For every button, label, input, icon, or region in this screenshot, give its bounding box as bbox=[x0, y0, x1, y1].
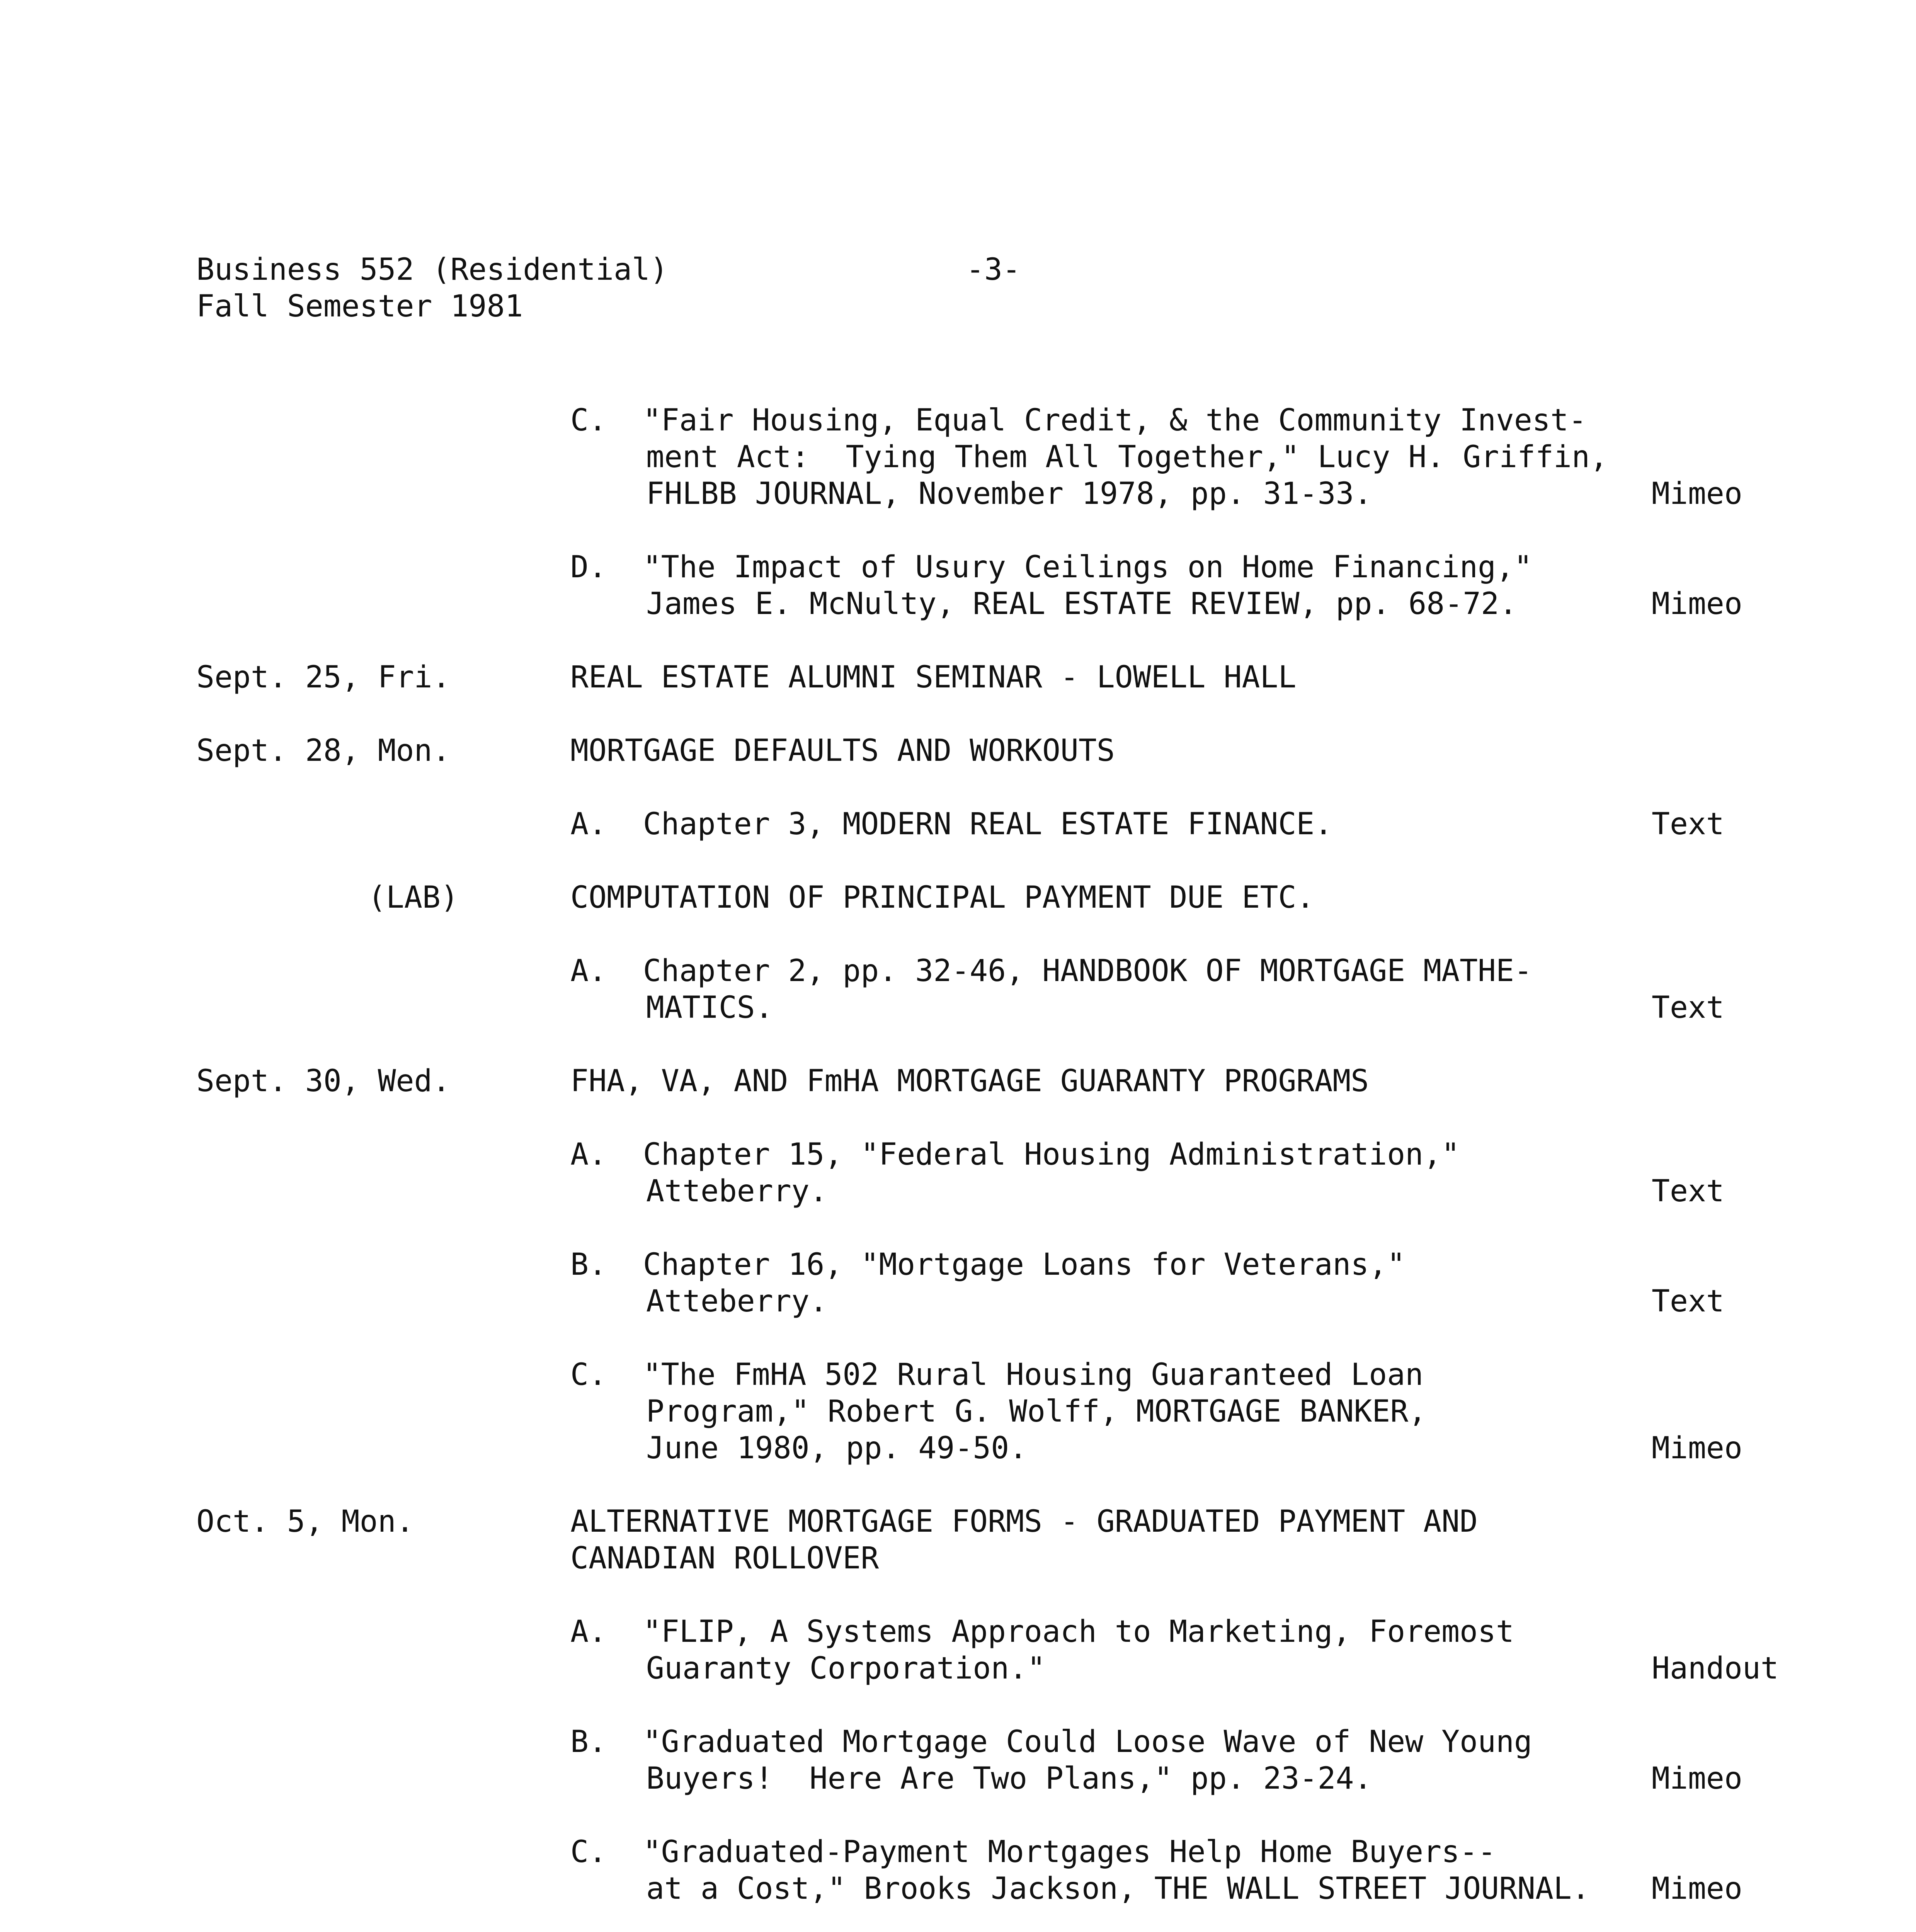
schedule-line-c3-l3: June 1980, pp. 49-50. bbox=[646, 1431, 1028, 1466]
schedule-line-b4-l2: Buyers! Here Are Two Plans," pp. 23-24. bbox=[646, 1761, 1372, 1796]
schedule-line-a2-src: Text bbox=[1652, 990, 1724, 1025]
schedule-line-c1-l3: FHLBB JOURNAL, November 1978, pp. 31-33. bbox=[646, 476, 1372, 511]
schedule-line-a3-src: Text bbox=[1652, 1174, 1724, 1209]
semester-line: Fall Semester 1981 bbox=[196, 289, 523, 324]
schedule-line-a4-l1: A. "FLIP, A Systems Approach to Marketing, Foremost bbox=[570, 1614, 1514, 1649]
schedule-line-topic-sep25: REAL ESTATE ALUMNI SEMINAR - LOWELL HALL bbox=[570, 660, 1297, 695]
schedule-line-b3-src: Text bbox=[1652, 1284, 1724, 1319]
schedule-line-d1-l2: James E. McNulty, REAL ESTATE REVIEW, pp. 68-72. bbox=[646, 587, 1518, 621]
schedule-line-c1-l1: C. "Fair Housing, Equal Credit, & the Community Invest- bbox=[570, 403, 1587, 438]
schedule-line-date-oct5: Oct. 5, Mon. bbox=[196, 1504, 414, 1539]
schedule-line-c4-l1: C. "Graduated-Payment Mortgages Help Home Buyers-- bbox=[570, 1835, 1496, 1869]
schedule-line-a2-l1: A. Chapter 2, pp. 32-46, HANDBOOK OF MORTGAGE MATHE- bbox=[570, 954, 1532, 988]
schedule-line-a3-l1: A. Chapter 15, "Federal Housing Administration," bbox=[570, 1137, 1460, 1172]
schedule-line-c4-l2: at a Cost," Brooks Jackson, THE WALL STREET JOURNAL. bbox=[646, 1871, 1590, 1906]
schedule-line-a3-l2: Atteberry. bbox=[646, 1174, 828, 1209]
schedule-line-b3-l1: B. Chapter 16, "Mortgage Loans for Veterans," bbox=[570, 1247, 1406, 1282]
schedule-line-topic-sep30: FHA, VA, AND FmHA MORTGAGE GUARANTY PROGRAMS bbox=[570, 1064, 1369, 1099]
schedule-line-date-sep30: Sept. 30, Wed. bbox=[196, 1064, 451, 1099]
schedule-line-b3-l2: Atteberry. bbox=[646, 1284, 828, 1319]
course-title: Business 552 (Residential) bbox=[196, 252, 668, 287]
schedule-line-a2-l2: MATICS. bbox=[646, 990, 773, 1025]
page-number: -3- bbox=[966, 252, 1021, 287]
schedule-line-topic-oct5-l2: CANADIAN ROLLOVER bbox=[570, 1541, 879, 1576]
schedule-line-a4-src: Handout bbox=[1652, 1651, 1779, 1686]
schedule-line-c1-l2: ment Act: Tying Them All Together," Lucy H. Griffin, bbox=[646, 440, 1608, 474]
schedule-line-c4-src: Mimeo bbox=[1652, 1871, 1742, 1906]
schedule-line-a1-l1: A. Chapter 3, MODERN REAL ESTATE FINANCE. bbox=[570, 807, 1333, 842]
schedule-line-c3-l2: Program," Robert G. Wolff, MORTGAGE BANKER, bbox=[646, 1394, 1427, 1429]
schedule-line-c1-src: Mimeo bbox=[1652, 476, 1742, 511]
schedule-line-d1-l1: D. "The Impact of Usury Ceilings on Home Financing," bbox=[570, 550, 1532, 585]
schedule-line-lab: (LAB) bbox=[368, 880, 459, 915]
schedule-line-b4-src: Mimeo bbox=[1652, 1761, 1742, 1796]
schedule-line-topic-oct5-l1: ALTERNATIVE MORTGAGE FORMS - GRADUATED PAYMENT AND bbox=[570, 1504, 1478, 1539]
schedule-line-a1-src: Text bbox=[1652, 807, 1724, 842]
schedule-line-c3-l1: C. "The FmHA 502 Rural Housing Guaranteed Loan bbox=[570, 1357, 1424, 1392]
schedule-line-a4-l2: Guaranty Corporation." bbox=[646, 1651, 1046, 1686]
schedule-line-date-sep28: Sept. 28, Mon. bbox=[196, 733, 451, 768]
schedule-line-date-sep25: Sept. 25, Fri. bbox=[196, 660, 451, 695]
schedule-line-d1-src: Mimeo bbox=[1652, 587, 1742, 621]
schedule-line-c3-src: Mimeo bbox=[1652, 1431, 1742, 1466]
schedule-line-b4-l1: B. "Graduated Mortgage Could Loose Wave of New Young bbox=[570, 1725, 1532, 1759]
schedule-line-topic-sep28: MORTGAGE DEFAULTS AND WORKOUTS bbox=[570, 733, 1115, 768]
schedule-line-topic-lab: COMPUTATION OF PRINCIPAL PAYMENT DUE ETC. bbox=[570, 880, 1315, 915]
